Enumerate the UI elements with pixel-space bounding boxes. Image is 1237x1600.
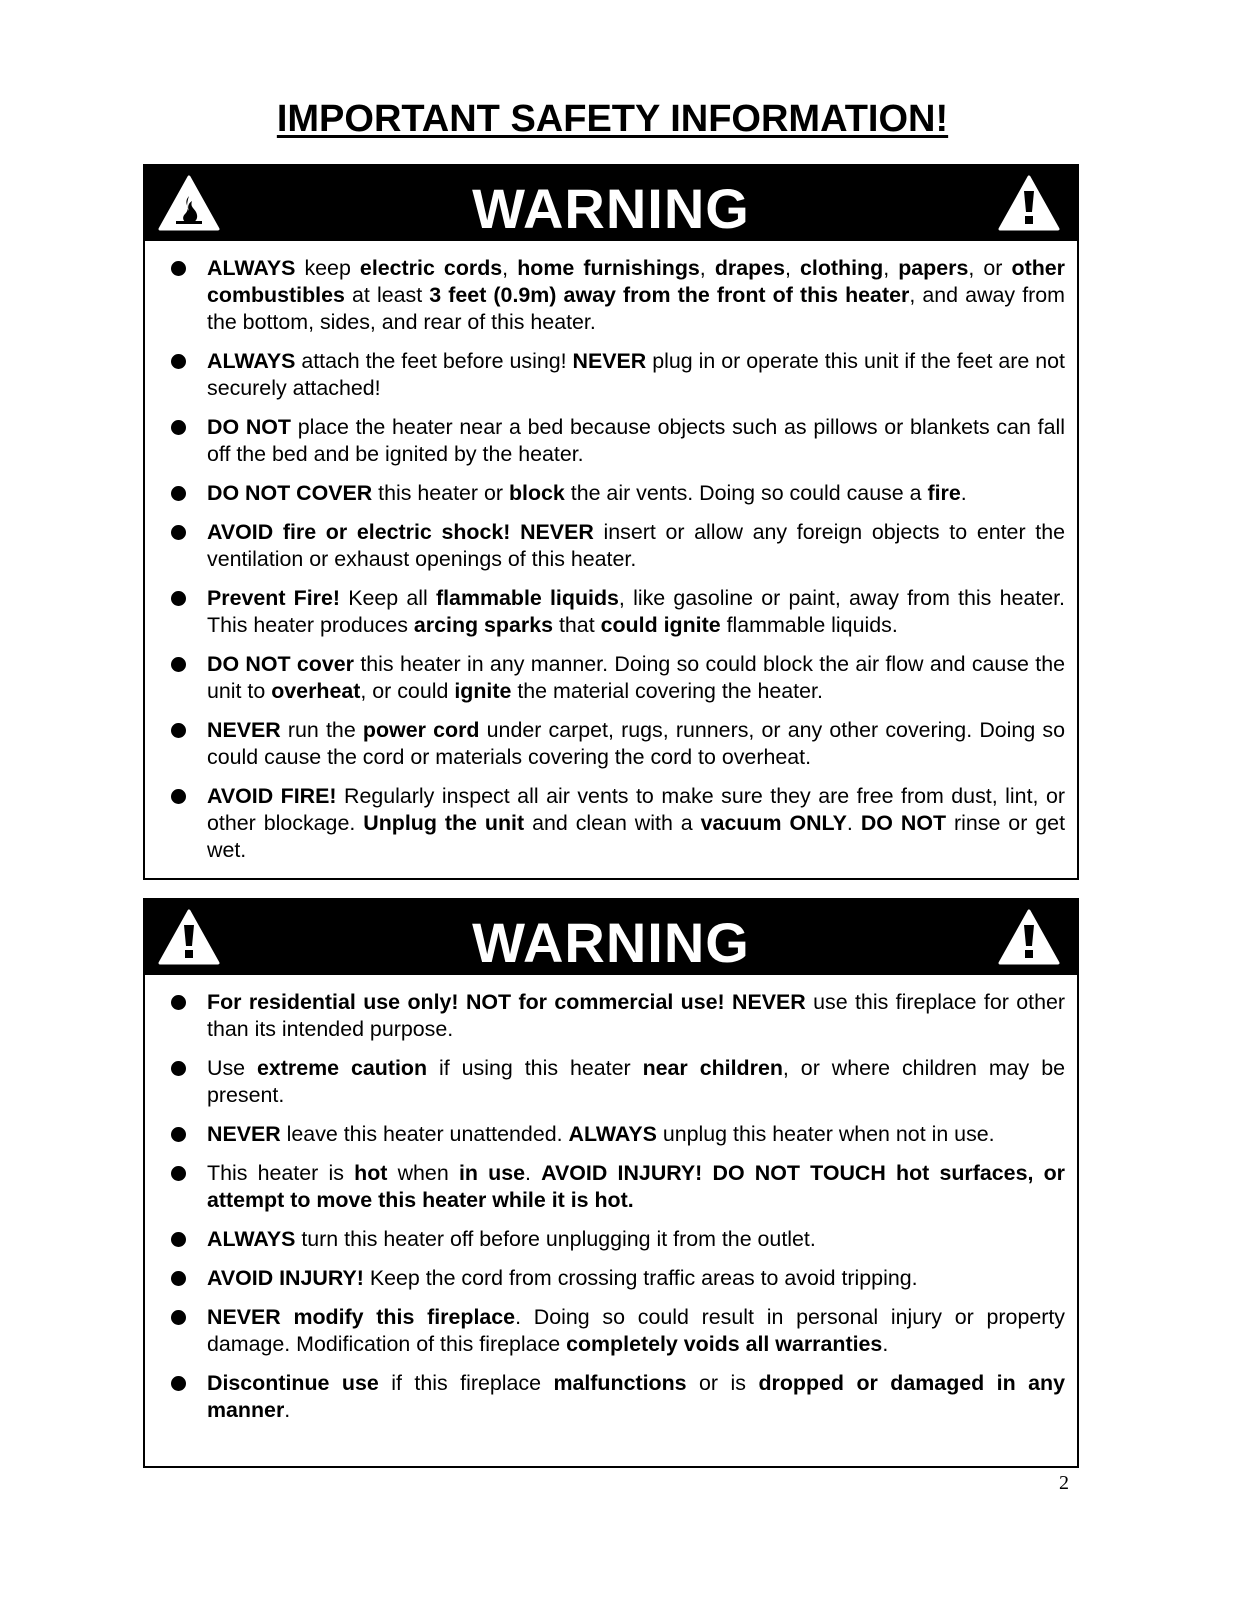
text: , (784, 256, 801, 280)
text: under carpet, rugs, runners, or any other covering. Doing so could cause the cord or materials covering the cord to overheat. (207, 718, 1065, 769)
bold-text: ignite (454, 679, 512, 703)
text: Keep the cord from crossing traffic areas to avoid tripping. (363, 1266, 918, 1290)
bold-text: dropped or damaged in any manner (207, 1371, 1066, 1422)
text: flammable liquids. (720, 613, 898, 637)
bold-text: NEVER (207, 718, 281, 742)
text: run the (280, 718, 363, 742)
text: . Doing so could result in personal injury or property damage. Modification of this fireplace (207, 1305, 1065, 1356)
bold-text: extreme caution (257, 1056, 428, 1080)
warning-item (145, 1226, 1065, 1253)
bullet-icon (171, 354, 186, 369)
text: Use (207, 1056, 257, 1080)
warning-title: WARNING (472, 911, 750, 974)
text: and clean with a (524, 811, 701, 835)
text: this heater or (372, 481, 509, 505)
bold-text: flammable liquids (435, 586, 619, 610)
bullet-icon (171, 1310, 186, 1325)
bold-text: block (508, 481, 565, 505)
warning-item (145, 414, 1065, 468)
text: at least (344, 283, 430, 307)
bold-text: 3 feet (0.9m) away from the front of this heater (429, 283, 910, 307)
bold-text: NEVER (572, 349, 647, 373)
bold-text: AVOID FIRE! (207, 784, 337, 808)
bold-text: Unplug the unit (363, 811, 525, 835)
bold-text: AVOID INJURY! (207, 1266, 364, 1290)
text: Regularly inspect all air vents to make sure they are free from dust, lint, or other blockage. (207, 784, 1065, 835)
warning-item (145, 255, 1065, 336)
bold-text: papers (898, 256, 969, 280)
bullet-icon (171, 1166, 186, 1181)
bold-text: fire (927, 481, 961, 505)
text: leave this heater unattended. (280, 1122, 569, 1146)
text: rinse or get wet. (207, 811, 1066, 862)
bold-text: For residential use only! NOT for commercial use! NEVER (207, 990, 806, 1014)
warning-item (145, 1265, 1065, 1292)
bullet-icon (171, 789, 186, 804)
page-title: IMPORTANT SAFETY INFORMATION! (276, 98, 949, 140)
warning-item (145, 1370, 1065, 1424)
warning-item (145, 1304, 1065, 1358)
warning-item (145, 519, 1065, 573)
bullet-icon (171, 525, 186, 540)
text: This heater is (207, 1161, 355, 1185)
bold-text: could ignite (600, 613, 721, 637)
page-number: 2 (1059, 1472, 1069, 1494)
bullet-icon (171, 261, 186, 276)
bullet-icon (171, 420, 186, 435)
text: insert or allow any foreign objects to enter the ventilation or exhaust openings of this heater. (207, 520, 1065, 571)
warning-box-1 (143, 164, 1079, 880)
text: or is (686, 1371, 759, 1395)
warning-item (145, 348, 1065, 402)
bold-text: arcing sparks (413, 613, 554, 637)
warning-item (145, 1160, 1065, 1214)
text: the material covering the heater. (511, 679, 823, 703)
bullet-icon (171, 591, 186, 606)
bold-text: malfunctions (553, 1371, 687, 1395)
bold-text: ALWAYS (207, 256, 296, 280)
text: . (846, 811, 861, 835)
bullet-icon (171, 1376, 186, 1391)
text: , (699, 256, 715, 280)
flammable-icon (157, 174, 221, 232)
bold-text: DO NOT (860, 811, 947, 835)
warning-title: WARNING (472, 177, 750, 240)
bold-text: ALWAYS (568, 1122, 657, 1146)
bullet-icon (171, 486, 186, 501)
bold-text: other combustibles (207, 256, 1065, 307)
warning-item (145, 585, 1065, 639)
bold-text: electric cords (359, 256, 503, 280)
warning-item (145, 480, 1065, 507)
exclamation-triangle-icon (997, 174, 1061, 232)
bullet-icon (171, 995, 186, 1010)
text: keep (295, 256, 360, 280)
text: , (502, 256, 518, 280)
bold-text: DO NOT cover (207, 652, 354, 676)
bold-text: ALWAYS (207, 349, 296, 373)
text: plug in or operate this unit if the feet are not securely attached! (207, 349, 1065, 400)
bold-text: NEVER modify this fireplace (207, 1305, 516, 1329)
text: Keep all (340, 586, 436, 610)
text: when (387, 1161, 459, 1185)
warning-item (145, 651, 1065, 705)
bullet-icon (171, 657, 186, 672)
text: unplug this heater when not in use. (656, 1122, 995, 1146)
bold-text: AVOID INJURY! DO NOT TOUCH hot surfaces, or attempt to move this heater while it is hot. (207, 1161, 1066, 1212)
warning-list-1 (145, 241, 1077, 864)
warning-header-bar (145, 166, 1077, 241)
bold-text: NEVER (207, 1122, 281, 1146)
bold-text: AVOID fire or electric shock! NEVER (207, 520, 594, 544)
text: . (960, 481, 967, 505)
warning-list-2 (145, 975, 1077, 1424)
bullet-icon (171, 1061, 186, 1076)
text: attach the feet before using! (295, 349, 573, 373)
bold-text: near children (642, 1056, 783, 1080)
text: the air vents. Doing so could cause a (564, 481, 928, 505)
text: place the heater near a bed because objects such as pillows or blankets can fall off the bed and be ignited by the heater. (207, 415, 1065, 466)
text: turn this heater off before unplugging it from the outlet. (295, 1227, 816, 1251)
text: this heater in any manner. Doing so could block the air flow and cause the unit to (207, 652, 1065, 703)
bold-text: clothing (800, 256, 884, 280)
bold-text: DO NOT COVER (207, 481, 373, 505)
warning-item (145, 783, 1065, 864)
bold-text: vacuum ONLY (700, 811, 847, 835)
bullet-icon (171, 1127, 186, 1142)
text: that (553, 613, 601, 637)
text: . (882, 1332, 889, 1356)
bold-text: in use (458, 1161, 526, 1185)
warning-box-2 (143, 898, 1079, 1468)
text: . (525, 1161, 542, 1185)
warning-header-bar (145, 900, 1077, 975)
bullet-icon (171, 1271, 186, 1286)
text: . (284, 1398, 291, 1422)
text: use this fireplace for other than its intended purpose. (207, 990, 1066, 1041)
warning-item (145, 717, 1065, 771)
text: , like gasoline or paint, away from this heater. This heater produces (207, 586, 1065, 637)
bold-text: power cord (362, 718, 480, 742)
text: , (883, 256, 899, 280)
exclamation-triangle-icon (157, 908, 221, 966)
bullet-icon (171, 1232, 186, 1247)
text: , and away from the bottom, sides, and rear of this heater. (207, 283, 1066, 334)
text: , or where children may be present. (207, 1056, 1065, 1107)
warning-item (145, 1055, 1065, 1109)
bold-text: drapes (714, 256, 785, 280)
warning-item (145, 989, 1065, 1043)
bold-text: ALWAYS (207, 1227, 296, 1251)
text: , or (968, 256, 1012, 280)
text: if this fireplace (378, 1371, 554, 1395)
bold-text: Prevent Fire! (207, 586, 341, 610)
exclamation-triangle-icon (997, 908, 1061, 966)
bold-text: DO NOT (207, 415, 291, 439)
bold-text: Discontinue use (207, 1371, 379, 1395)
text: if using this heater (427, 1056, 643, 1080)
bold-text: home furnishings (517, 256, 700, 280)
text: , or could (360, 679, 455, 703)
bullet-icon (171, 723, 186, 738)
bold-text: hot (354, 1161, 388, 1185)
bold-text: overheat (271, 679, 361, 703)
warning-item (145, 1121, 1065, 1148)
bold-text: completely voids all warranties (566, 1332, 883, 1356)
